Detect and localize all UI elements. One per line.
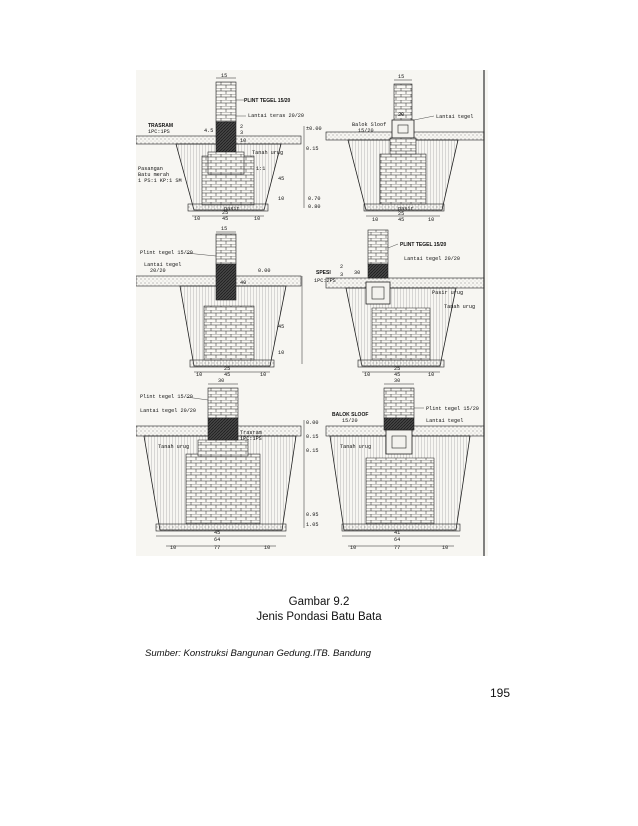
d3-level: 0.00 xyxy=(258,268,271,274)
page-number: 195 xyxy=(489,686,510,700)
d1-dim-a: ±0.00 xyxy=(306,126,322,132)
d3-dim-b: 45 xyxy=(278,324,285,330)
figure-source: Sumber: Konstruksi Bangunan Gedung.ITB. Bandung xyxy=(145,648,372,659)
d1-tanah-label: Tanah urug xyxy=(252,150,284,156)
d6-lantai-label: Lantai tegel xyxy=(426,418,464,424)
d2-top-width: 15 xyxy=(398,74,405,80)
d6-dim-e: 10 xyxy=(442,545,449,551)
d1-pasangan-1: Pasangan xyxy=(138,166,163,172)
d3-dim-d: 25 xyxy=(224,366,231,372)
d4-dim-g: 10 xyxy=(428,372,435,378)
d1-top-width: 15 xyxy=(221,73,228,79)
d3-dim-g: 10 xyxy=(260,372,267,378)
d6-balok-size: 15/20 xyxy=(342,418,358,424)
d1-small-a: 2 xyxy=(240,124,244,130)
d3-dim-f: 10 xyxy=(196,372,203,378)
d6-tanah-label: Tanah urug xyxy=(340,444,372,450)
d3-lantai-1: Lantai tegel xyxy=(144,262,182,268)
d2-balok-label: Balok Sloof xyxy=(352,122,387,128)
d1-pasangan-3: 1 PS:1 KP:1 SM xyxy=(138,178,182,184)
d6-dim-d: 10 xyxy=(350,545,357,551)
d6-dim-a: 41 xyxy=(394,530,401,536)
d5-dim-c: 77 xyxy=(214,545,221,551)
d4-pasir-label: Pasir urug xyxy=(432,290,464,296)
d3-top-width: 15 xyxy=(221,226,228,232)
d2-dim-b: 45 xyxy=(398,217,405,223)
d2-dim-d: 10 xyxy=(428,217,435,223)
d5-level-c: 0.15 xyxy=(306,448,319,454)
d1-dim-j: 10 xyxy=(254,216,261,222)
figure-subtitle: Jenis Pondasi Batu Bata xyxy=(256,611,382,623)
d6-dim-b: 64 xyxy=(394,537,401,543)
d3-dim-c: 10 xyxy=(278,350,285,356)
d4-dim-f: 10 xyxy=(364,372,371,378)
d1-pasangan-2: Batu merah xyxy=(138,172,170,178)
d1-slope: 1:1 xyxy=(256,166,266,172)
d4-spesi-mix: 1PC:2PS xyxy=(314,278,336,284)
d5-plint-label: Plint tegel 15/20 xyxy=(140,394,193,400)
d4-plint-label: PLINT TEGEL 15/20 xyxy=(400,242,447,248)
d5-dim-e: 10 xyxy=(264,545,271,551)
d5-level-e: 1.05 xyxy=(306,522,319,528)
d1-dim-c: 0.70 xyxy=(308,196,321,202)
d4-tanah-label: Tanah urug xyxy=(444,304,476,310)
d1-small-c: 10 xyxy=(240,138,247,144)
d4-dim-c: 3 xyxy=(340,272,344,278)
d1-dim-f: 10 xyxy=(278,196,285,202)
d6-balok-label: BALOK SLOOF xyxy=(332,412,369,418)
d3-lantai-2: 20/20 xyxy=(150,268,166,274)
d1-dim-g: 25 xyxy=(222,210,229,216)
d1-dim-b: 0.15 xyxy=(306,146,319,152)
d3-dim-e: 45 xyxy=(224,372,231,378)
d5-trasram-label: Trasram xyxy=(240,430,262,436)
d6-plint-label: Plint tegel 15/20 xyxy=(426,406,479,412)
d5-trasram-mix: 1PC:1PS xyxy=(240,436,262,442)
foundation-figure xyxy=(136,70,488,556)
d4-spesi-label: SPESI xyxy=(316,270,331,276)
d2-top-dim: 20 xyxy=(398,112,405,118)
d2-dim-c: 10 xyxy=(372,217,379,223)
d5-dim-a: 45 xyxy=(214,530,221,536)
d1-small-d: 4.5 xyxy=(204,128,214,134)
d2-dim-a: 25 xyxy=(398,211,405,217)
d5-top-width: 30 xyxy=(218,378,225,384)
d5-dim-d: 10 xyxy=(170,545,177,551)
d1-lantai-label: Lantai teras 20/20 xyxy=(248,113,305,119)
d5-level-a: 0.00 xyxy=(306,420,319,426)
d4-dim-d: 25 xyxy=(394,366,401,372)
d3-plint-label: Plint tegel 15/20 xyxy=(140,250,193,256)
d5-tanah-label: Tanah urug xyxy=(158,444,190,450)
d4-dim-b: 2 xyxy=(340,264,344,270)
d1-pasir-label: pasir xyxy=(224,206,240,212)
d1-dim-h: 45 xyxy=(222,216,229,222)
d1-dim-i: 10 xyxy=(194,216,201,222)
d2-lantai-label: Lantai tegel xyxy=(436,114,474,120)
d1-trasram-label: TRASRAM xyxy=(148,123,173,129)
figure-title: Gambar 9.2 xyxy=(288,596,350,608)
d4-dim-e: 45 xyxy=(394,372,401,378)
d2-balok-size: 15/20 xyxy=(358,128,374,134)
d1-dim-e: 45 xyxy=(278,176,285,182)
d1-dim-d: 0.80 xyxy=(308,204,321,210)
d6-top-width: 30 xyxy=(394,378,401,384)
d1-small-b: 3 xyxy=(240,130,244,136)
d1-trasram-mix: 1PC:1PS xyxy=(148,129,170,135)
d5-dim-b: 64 xyxy=(214,537,221,543)
d3-dim-a: 40 xyxy=(240,280,247,286)
d5-level-b: 0.15 xyxy=(306,434,319,440)
d4-dim-a: 30 xyxy=(354,270,361,276)
d5-lantai-label: Lantai tegel 20/20 xyxy=(140,408,197,414)
d5-level-d: 0.95 xyxy=(306,512,319,518)
d1-plint-label: PLINT TEGEL 15/20 xyxy=(244,98,291,104)
d2-pasir-label: pasir xyxy=(398,206,414,212)
d4-lantai-label: Lantai tegel 20/20 xyxy=(404,256,461,262)
d6-dim-c: 77 xyxy=(394,545,401,551)
